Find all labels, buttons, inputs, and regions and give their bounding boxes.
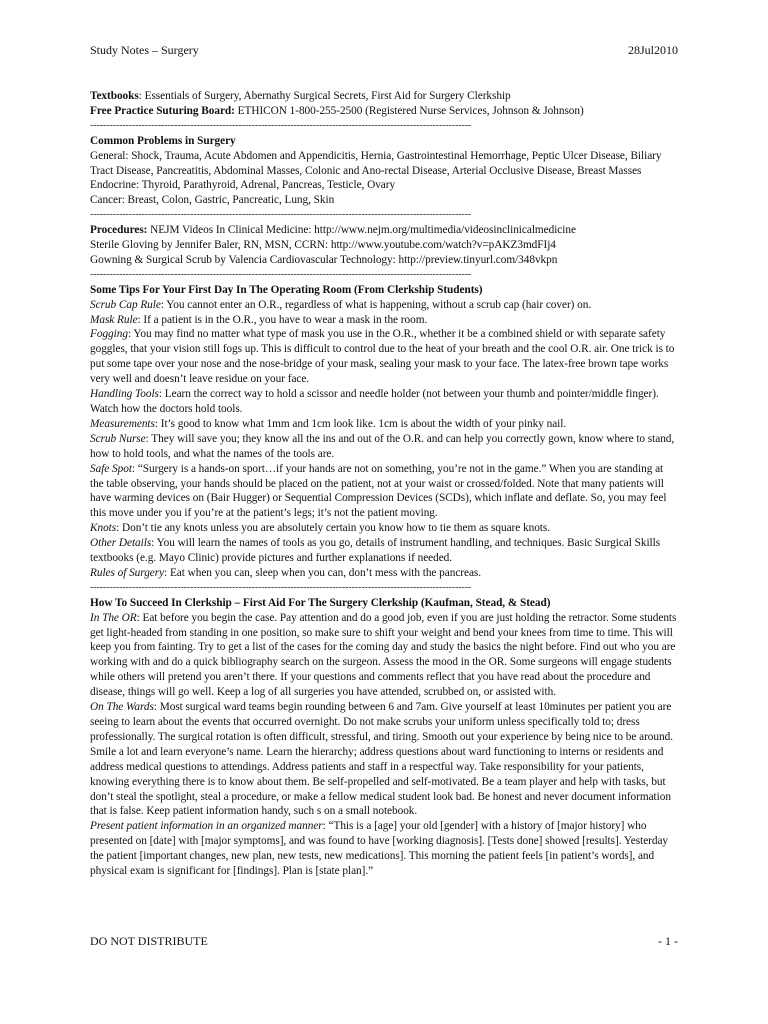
tip-term: Handling Tools	[90, 388, 159, 401]
tip-text: : Learn the correct way to hold a scissor and needle holder (not between your thumb and pointer/middle finger). Watch how the doctors hold tools.	[90, 388, 659, 415]
tip-term: Knots	[90, 522, 117, 535]
procedures-line-1	[90, 223, 678, 238]
clerkship-heading: How To Succeed In Clerkship – First Aid For The Surgery Clerkship (Kaufman, Stead, & Stead)	[90, 596, 551, 609]
common-problems-cancer: Cancer: Breast, Colon, Gastric, Pancreatic, Lung, Skin	[90, 194, 335, 207]
tip-text: : You cannot enter an O.R., regardless of what is happening, without a scrub cap (hair cover) on.	[160, 298, 592, 311]
suturing-line	[90, 104, 678, 119]
common-problems-general: General: Shock, Trauma, Acute Abdomen and Appendicitis, Hernia, Gastrointestinal Hemorrhage, Peptic Ulcer Disease, Biliary Tract Disease, Pancreatitis, Abdominal Masses, Colonic and Ano-rectal Disease, Arterial Occlusive Disease, Breast Masses	[90, 149, 662, 177]
tip-term: Measurements	[90, 417, 155, 430]
tips-heading: Some Tips For Your First Day In The Operating Room (From Clerkship Students)	[90, 283, 483, 296]
tip-term: Other Details	[90, 537, 152, 550]
clerkship-item	[90, 611, 678, 700]
tip-item	[90, 313, 678, 328]
procedures-label: Procedures:	[90, 224, 148, 237]
page-number: - 1 -	[658, 934, 678, 948]
common-problems-endocrine: Endocrine: Thyroid, Parathyroid, Adrenal, Pancreas, Testicle, Ovary	[90, 179, 396, 192]
procedures-line-2[interactable]: Sterile Gloving by Jennifer Baler, RN, MSN, CCRN: http://www.youtube.com/watch?v=pAKZ3mdFIj4	[90, 239, 556, 252]
tip-item	[90, 387, 678, 417]
separator	[90, 119, 678, 134]
clerkship-item	[90, 819, 678, 879]
header-title: Study Notes – Surgery	[90, 43, 199, 57]
tip-term: Mask Rule	[90, 313, 138, 326]
tip-item	[90, 566, 678, 581]
clerkship-text: : Eat before you begin the case. Pay attention and do a good job, even if you are just holding the retractor. Some students get light-headed from standing in one position, so make sure to shift your weight and bend your knees from time to time. This will keep you from fainting. Try to get a list of the cases for the coming day and study the basics the night before. Find out who you are working with and do a quick bibliography search on the surgeon. Assess the mood in the OR. Some surgeons will engage students while others will pretend you aren’t there. If your questions and comments reflect that you have read about the procedure and disease, things will go well. Keep a log of all surgeries you have attended, scrubbed on, or assisted with.	[90, 611, 677, 699]
textbooks-label: Textbooks	[90, 90, 139, 102]
tip-text: : You may find no matter what type of mask you use in the O.R., whether it be a combined shield or with separate safety goggles, that your vision still fogs up. This is difficult to control due to the heat of your breath and the cool O.R. air. One trick is to put some tape over your nose and the nose-bridge of your mask, sealing your mask to your face. The latex-free brown tape works very well and doesn’t leave residue on your face.	[90, 328, 675, 386]
textbooks-line	[90, 89, 678, 104]
clerkship-term: In The OR	[90, 611, 137, 624]
tip-text: : If a patient is in the O.R., you have to wear a mask in the room.	[137, 313, 428, 326]
document-page	[90, 0, 678, 1024]
tip-item	[90, 432, 678, 462]
tip-item	[90, 417, 678, 432]
separator	[90, 208, 678, 223]
header-date: 28Jul2010	[627, 43, 678, 57]
tip-term: Scrub Nurse	[90, 432, 146, 445]
tip-item	[90, 521, 678, 536]
clerkship-text: : Most surgical ward teams begin rounding between 6 and 7am. Give yourself at least 10minutes per patient you are seeing to learn about the events that occurred overnight. Do not make scrubs your uniform unless specifically told to; dress professionally. The surgical rotation is often difficult, stressful, and tiring. Smooth out your experience by being nice to be around. Smile a lot and learn everyone’s name. Learn the hierarchy; address questions about ward functioning to interns or residents and address medical questions to attendings. Address patients and staff in a respectful way. Take responsibility for your patients, knowing everything there is to know about them. Be self-propelled and self-motivated. Be a team player and help with tasks, but don’t steal the spotlight, steal a procedure, or make a fellow medical student look bad. Be honest and never document information that is false. Keep patient information handy, such s on a small notebook.	[90, 701, 673, 818]
tip-text: : “Surgery is a hands-on sport…if your hands are not on something, you’re not in the game.” When you are standing at the table observing, your hands should be placed on the patient, not at your waist or crossed/folded. Note that many patients will have warming devices on (Bair Hugger) or Sequential Compression Devices (SCDs), which inflate and deflate. So, you may feel this move under you if you’re at the patient’s legs; it’s not the patient moving.	[90, 462, 667, 520]
clerkship-term: On The Wards	[90, 701, 154, 714]
separator	[90, 268, 678, 283]
suturing-label: Free Practice Suturing Board:	[90, 104, 235, 117]
tip-term: Rules of Surgery	[90, 566, 165, 579]
suturing-text: ETHICON 1-800-255-2500 (Registered Nurse Services, Johnson & Johnson)	[234, 104, 584, 117]
tip-item	[90, 536, 678, 566]
clerkship-text: : “This is a [age] your old [gender] with a history of [major history] who presented on [date] with [major symptoms], and was found to have [working diagnosis]. [Tests done] showed [results]. Yesterday the patient [important changes, new plan, new tests, new medications]. This morning the patient feels [in patient’s words], and physical exam is significant for [findings]. Plan is [state plan].”	[90, 820, 669, 878]
tip-text: : Eat when you can, sleep when you can, don’t mess with the pancreas.	[164, 566, 482, 579]
tip-term: Safe Spot	[90, 462, 132, 475]
tip-item	[90, 462, 678, 522]
tip-text: : You will learn the names of tools as you go, details of instrument handling, and techniques. Basic Surgical Skills textbooks (e.g. Mayo Clinic) provide pictures and further explanations if needed.	[90, 537, 661, 565]
tip-item	[90, 298, 678, 313]
clerkship-term: Present patient information in an organized manner	[90, 820, 323, 833]
common-problems-heading: Common Problems in Surgery	[90, 134, 236, 147]
tip-item	[90, 327, 678, 387]
tip-term: Fogging	[90, 328, 128, 341]
footer-notice: DO NOT DISTRIBUTE	[90, 934, 208, 948]
tip-term: Scrub Cap Rule	[90, 298, 161, 311]
document-body	[90, 89, 678, 879]
procedures-line-3[interactable]: Gowning & Surgical Scrub by Valencia Cardiovascular Technology: http://preview.tinyurl.com/348vkpn	[90, 253, 558, 266]
separator	[90, 581, 678, 596]
textbooks-text: : Essentials of Surgery, Abernathy Surgical Secrets, First Aid for Surgery Clerkship	[138, 90, 511, 102]
tip-text: : It’s good to know what 1mm and 1cm look like. 1cm is about the width of your pinky nail.	[154, 417, 567, 430]
tip-text: : Don’t tie any knots unless you are absolutely certain you know how to tie them as square knots.	[116, 522, 550, 535]
procedures-nejm-link[interactable]: NEJM Videos In Clinical Medicine: http://www.nejm.org/multimedia/videosinclinicalmedicine	[147, 224, 576, 237]
tip-text: : They will save you; they know all the ins and out of the O.R. and can help you correctly gown, know where to stand, how to hold tools, and what the names of the tools are.	[90, 432, 675, 460]
clerkship-item	[90, 700, 678, 819]
